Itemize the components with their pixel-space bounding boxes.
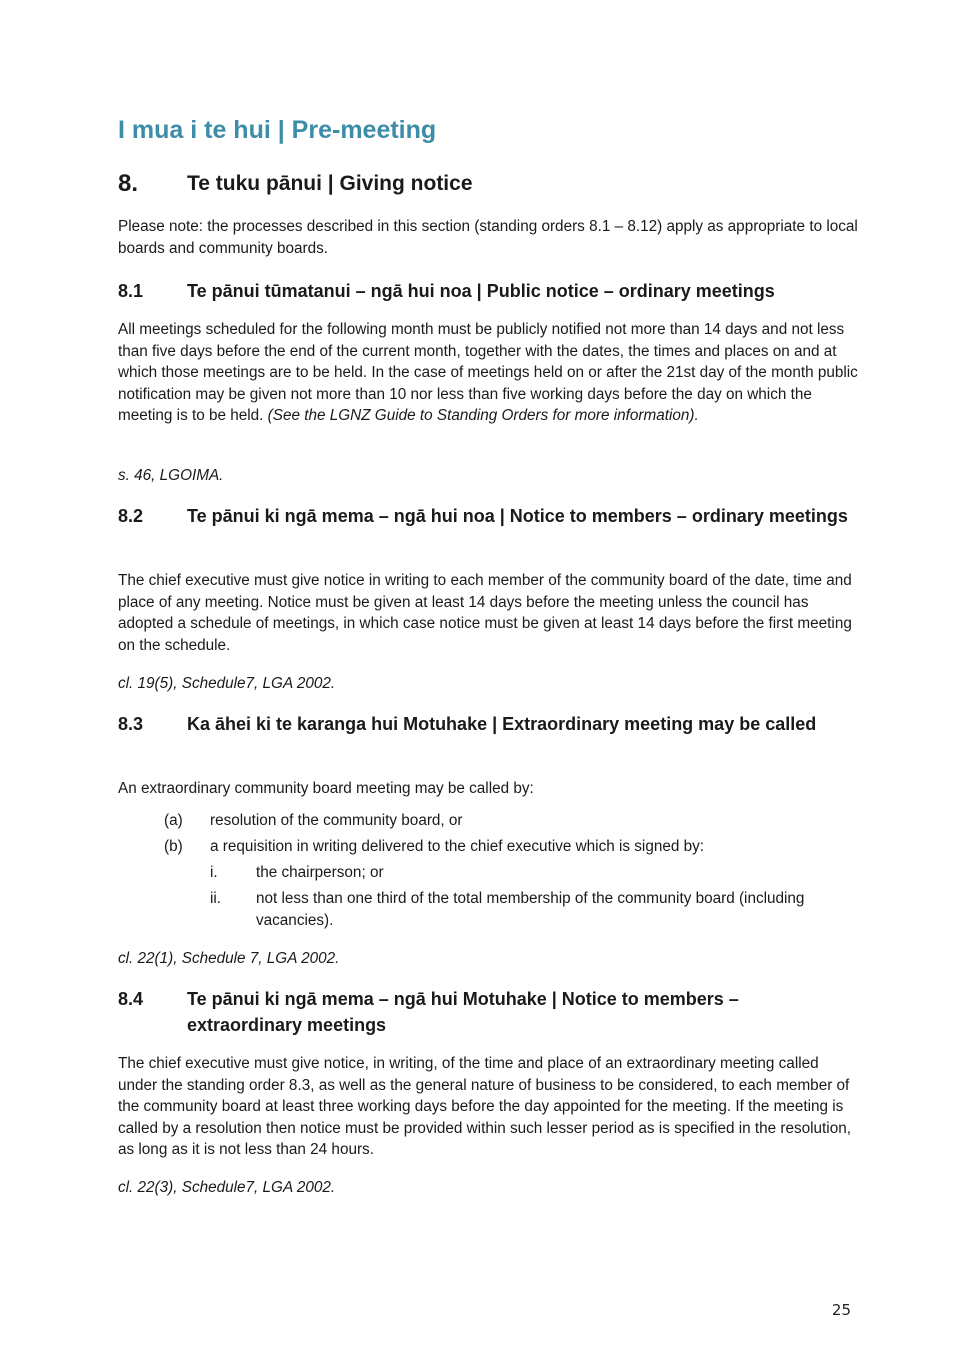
list-item bbox=[164, 810, 852, 832]
section-heading-8 bbox=[118, 170, 473, 198]
heading-8-4-title: Te pānui ki ngā mema – ngā hui Motuhake | Notice to members – extraordinary meetings bbox=[187, 989, 739, 1035]
para-8-4: The chief executive must give notice, in writing, of the time and place of an extraordinary meeting called under the standing order 8.3, as well as the general nature of business to be considered, to each member of the community board at least three working days before the day appointed for the meeting. If the meeting is called by a resolution then notice must be provided within such lesser period as is specified in the resolution, as long as it is not less than 24 hours. bbox=[118, 1055, 851, 1159]
sub-list-item-marker: ii. bbox=[210, 890, 222, 907]
heading-8-2-title: Te pānui ki ngā mema – ngā hui noa | Notice to members – ordinary meetings bbox=[187, 506, 848, 526]
list-item-marker: (b) bbox=[164, 838, 183, 855]
sub-list-item bbox=[210, 888, 852, 931]
part-title: I mua i te hui | Pre-meeting bbox=[118, 116, 437, 144]
heading-8-4-number: 8.4 bbox=[118, 989, 144, 1009]
citation-8-1: s. 46, LGOIMA. bbox=[118, 467, 224, 484]
sub-list-item bbox=[210, 862, 852, 884]
list-item-text: resolution of the community board, or bbox=[210, 812, 463, 829]
heading-8-1-title: Te pānui tūmatanui – ngā hui noa | Public notice – ordinary meetings bbox=[187, 281, 775, 301]
list-item-text: a requisition in writing delivered to the chief executive which is signed by: bbox=[210, 838, 705, 855]
heading-8-1 bbox=[118, 278, 852, 304]
para-8-2: The chief executive must give notice in writing to each member of the community board of the date, time and place of any meeting. Notice must be given at least 14 days before the meeting unless the council has adopted a schedule of meetings, in which case notice must be given at least 14 days before the first meeting on the schedule. bbox=[118, 572, 852, 654]
section-number: 8. bbox=[118, 170, 139, 197]
heading-8-4 bbox=[118, 986, 852, 1038]
heading-8-1-number: 8.1 bbox=[118, 281, 144, 301]
heading-8-2 bbox=[118, 503, 852, 529]
section-intro: Please note: the processes described in this section (standing orders 8.1 – 8.12) apply as appropriate to local boards and community boards. bbox=[118, 218, 858, 257]
section-title: Te tuku pānui | Giving notice bbox=[187, 172, 473, 195]
heading-8-3-number: 8.3 bbox=[118, 714, 144, 734]
sub-list-item-marker: i. bbox=[210, 864, 218, 881]
list-item bbox=[164, 836, 852, 858]
para-8-1-note: (See the LGNZ Guide to Standing Orders for more information). bbox=[267, 407, 699, 425]
para-8-3: An extraordinary community board meeting may be called by: bbox=[118, 780, 534, 797]
sub-list-item-text: not less than one third of the total membership of the community board (including vacancies). bbox=[256, 890, 805, 929]
sub-list-item-text: the chairperson; or bbox=[256, 864, 384, 881]
citation-8-2: cl. 19(5), Schedule7, LGA 2002. bbox=[118, 675, 336, 692]
heading-8-3 bbox=[118, 711, 852, 737]
para-8-1-text: All meetings scheduled for the following month must be publicly notified not more than 14 days and not less than five days before the end of the current month, together with the dates, the times and places on and at which those meetings are to be held. In the case of meetings held on or after the 21st day of the month public notification may be given not more than 10 nor less than five working days before the day on which the meeting is to be held. bbox=[118, 321, 858, 425]
page-number: 25 bbox=[831, 1301, 851, 1319]
para-8-1 bbox=[118, 319, 858, 427]
list-item-marker: (a) bbox=[164, 812, 183, 829]
citation-8-4: cl. 22(3), Schedule7, LGA 2002. bbox=[118, 1179, 336, 1196]
citation-8-3: cl. 22(1), Schedule 7, LGA 2002. bbox=[118, 950, 340, 967]
heading-8-2-number: 8.2 bbox=[118, 506, 144, 526]
heading-8-3-title: Ka āhei ki te karanga hui Motuhake | Extraordinary meeting may be called bbox=[187, 714, 817, 734]
